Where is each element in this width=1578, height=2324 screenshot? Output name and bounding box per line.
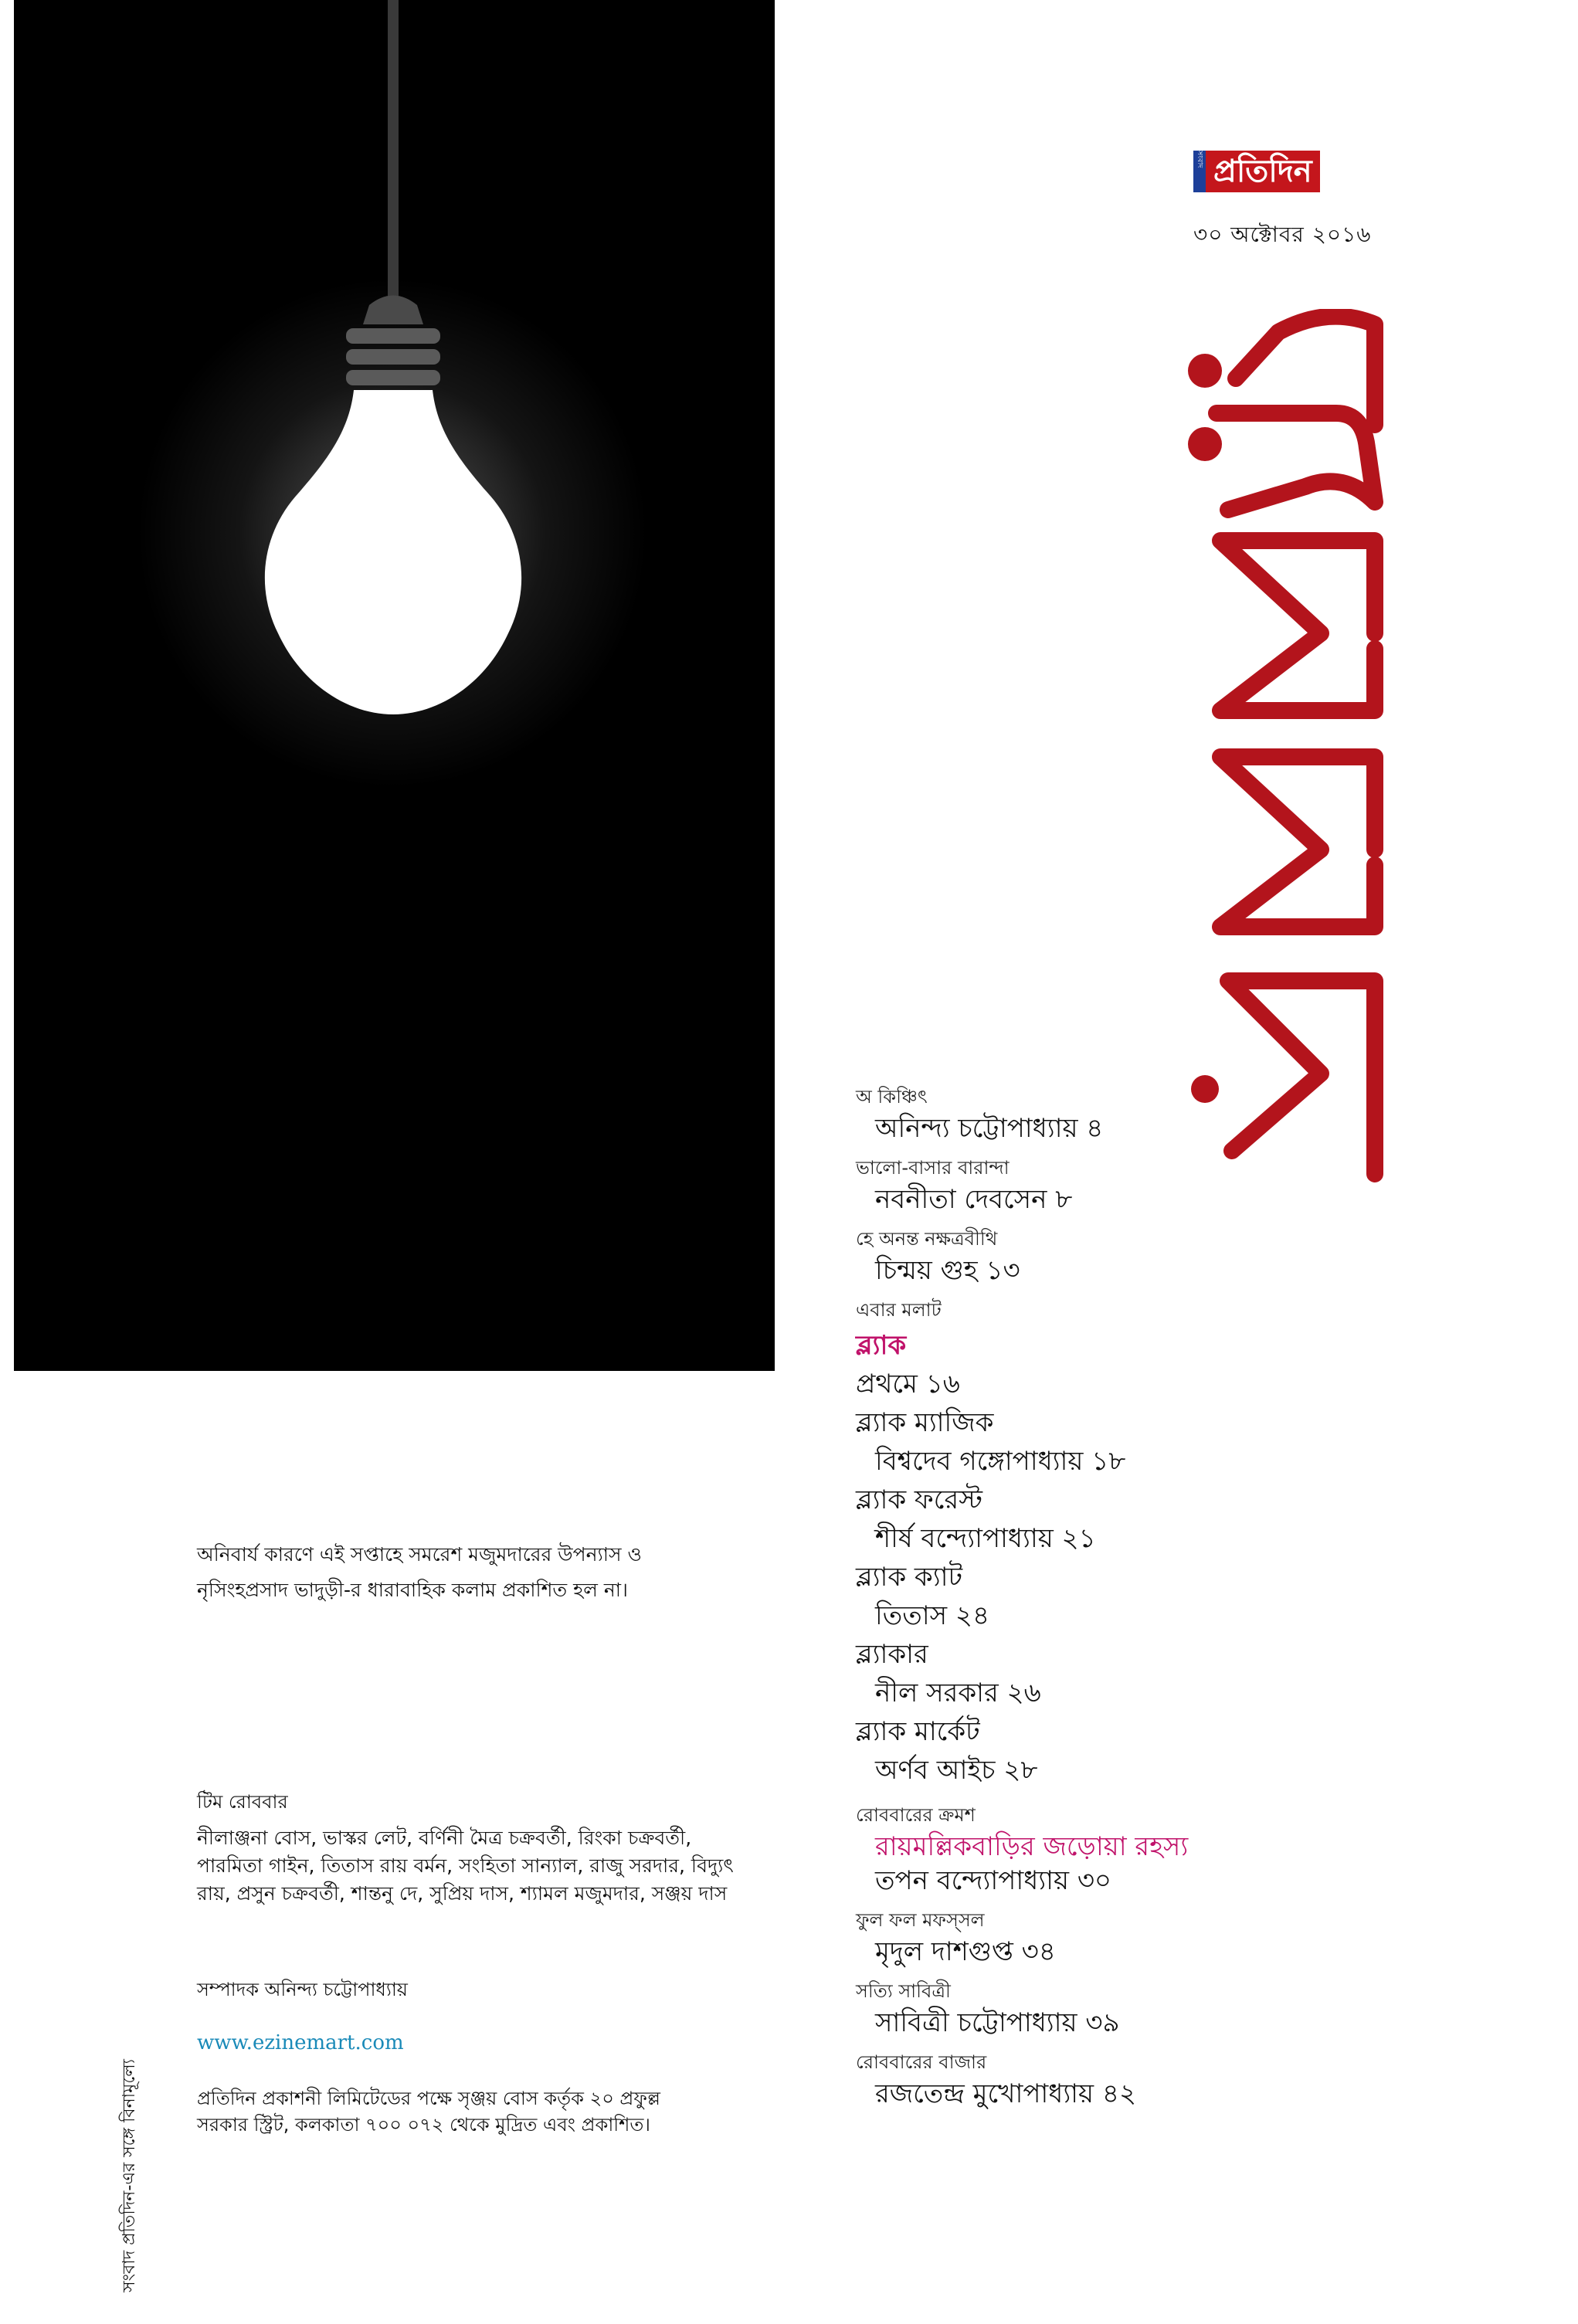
toc-section: অ কিঞ্চিৎ — [856, 1086, 928, 1108]
cover-feature-head: প্রথমে ১৬ — [856, 1369, 960, 1399]
cover-feature-head: ব্ল্যাক ফরেস্ট — [856, 1484, 983, 1515]
editor-credit: সম্পাদক অনিন্দ্য চট্টোপাধ্যায় — [197, 1979, 408, 2000]
cover-feature-title: ব্ল্যাক — [856, 1330, 907, 1361]
notice-text: অনিবার্য কারণে এই সপ্তাহে সমরেশ মজুমদারের উপন্যাস ও নৃসিংহপ্রসাদ ভাদুড়ী-র ধারাবাহিক কলাম প্রকাশিত হল না। — [197, 1543, 642, 1601]
toc-section: সত্যি সাবিত্রী — [856, 1980, 951, 2002]
magazine-title-logo — [1174, 309, 1390, 1189]
publisher-info: প্রতিদিন প্রকাশনী লিমিটেডের পক্ষে সৃঞ্জয় বোস কর্তৃক ২০ প্রফুল্ল সরকার স্ট্রিট, কলকাতা ৭০০ ০৭২ থেকে মুদ্রিত এবং প্রকাশিত। — [197, 2088, 660, 2136]
cover-feature-head: ব্ল্যাকার — [856, 1639, 928, 1670]
vertical-note-text: সংবাদ প্রতিদিন-এর সঙ্গে বিনামূল্যে — [120, 2059, 139, 2292]
cover-image — [14, 0, 775, 1371]
website-link[interactable]: www.ezinemart.com — [197, 2031, 404, 2054]
table-of-contents — [856, 1085, 1319, 2122]
cover-feature-head: ব্ল্যাক মার্কেট — [856, 1716, 980, 1747]
newspaper-logo — [1193, 151, 1320, 192]
logo-small-text: সংবাদ — [1193, 151, 1206, 192]
cover-feature-author: বিশ্বদেব গঙ্গোপাধ্যায় ১৮ — [875, 1446, 1126, 1477]
serial-title: রায়মল্লিকবাড়ির জড়োয়া রহস্য — [875, 1831, 1189, 1862]
toc-entry: তপন বন্দ্যোপাধ্যায় ৩০ — [875, 1865, 1112, 1896]
toc-section: ভালো-বাসার বারান্দা — [856, 1157, 1010, 1179]
toc-entry: রজতেন্দ্র মুখোপাধ্যায় ৪২ — [875, 2078, 1137, 2109]
cover-feature-head: ব্ল্যাক ম্যাজিক — [856, 1407, 994, 1438]
team-members: নীলাঞ্জনা বোস, ভাস্কর লেট, বর্ণিনী মৈত্র চক্রবর্তী, রিংকা চক্রবর্তী, পারমিতা গাইন, তিতাস রায় বর্মন, সংহিতা সান্যাল, রাজু সরদার, বিদ্যুৎ রায়, প্রসুন চক্রবর্তী, শান্তনু দে, সুপ্রিয় দাস, শ্যামল মজুমদার, সঞ্জয় দাস — [197, 1827, 734, 1905]
cover-feature-author: শীর্ষ বন্দ্যোপাধ্যায় ২১ — [875, 1523, 1096, 1554]
toc-section: ফুল ফল মফস্সল — [856, 1909, 985, 1931]
logo-name: প্রতিদিন — [1206, 151, 1320, 192]
cover-feature-head: ব্ল্যাক ক্যাট — [856, 1562, 962, 1593]
team-title: টিম রোববার — [197, 1791, 288, 1813]
issue-date: ৩০ অক্টোবর ২০১৬ — [1193, 222, 1372, 247]
toc-entry: নবনীতা দেবসেন ৮ — [875, 1184, 1073, 1215]
toc-section: এবার মলাট — [856, 1299, 942, 1321]
toc-section: রোববারের ক্রমশ — [856, 1804, 976, 1826]
toc-entry: সাবিত্রী চট্টোপাধ্যায় ৩৯ — [875, 2007, 1120, 2038]
cover-feature-author: তিতাস ২৪ — [875, 1600, 990, 1631]
cover-feature-author: নীল সরকার ২৬ — [875, 1678, 1041, 1708]
cover-feature-author: অর্ণব আইচ ২৮ — [875, 1755, 1038, 1786]
toc-entry: মৃদুল দাশগুপ্ত ৩৪ — [875, 1936, 1056, 1967]
vertical-note — [116, 1891, 147, 2292]
toc-section: হে অনন্ত নক্ষত্রবীথি — [856, 1228, 998, 1250]
toc-entry: অনিন্দ্য চট্টোপাধ্যায় ৪ — [875, 1113, 1104, 1144]
toc-entry: চিন্ময় গুহ ১৩ — [875, 1255, 1020, 1286]
toc-section: রোববারের বাজার — [856, 2051, 987, 2073]
light-bulb-icon — [14, 0, 775, 1371]
